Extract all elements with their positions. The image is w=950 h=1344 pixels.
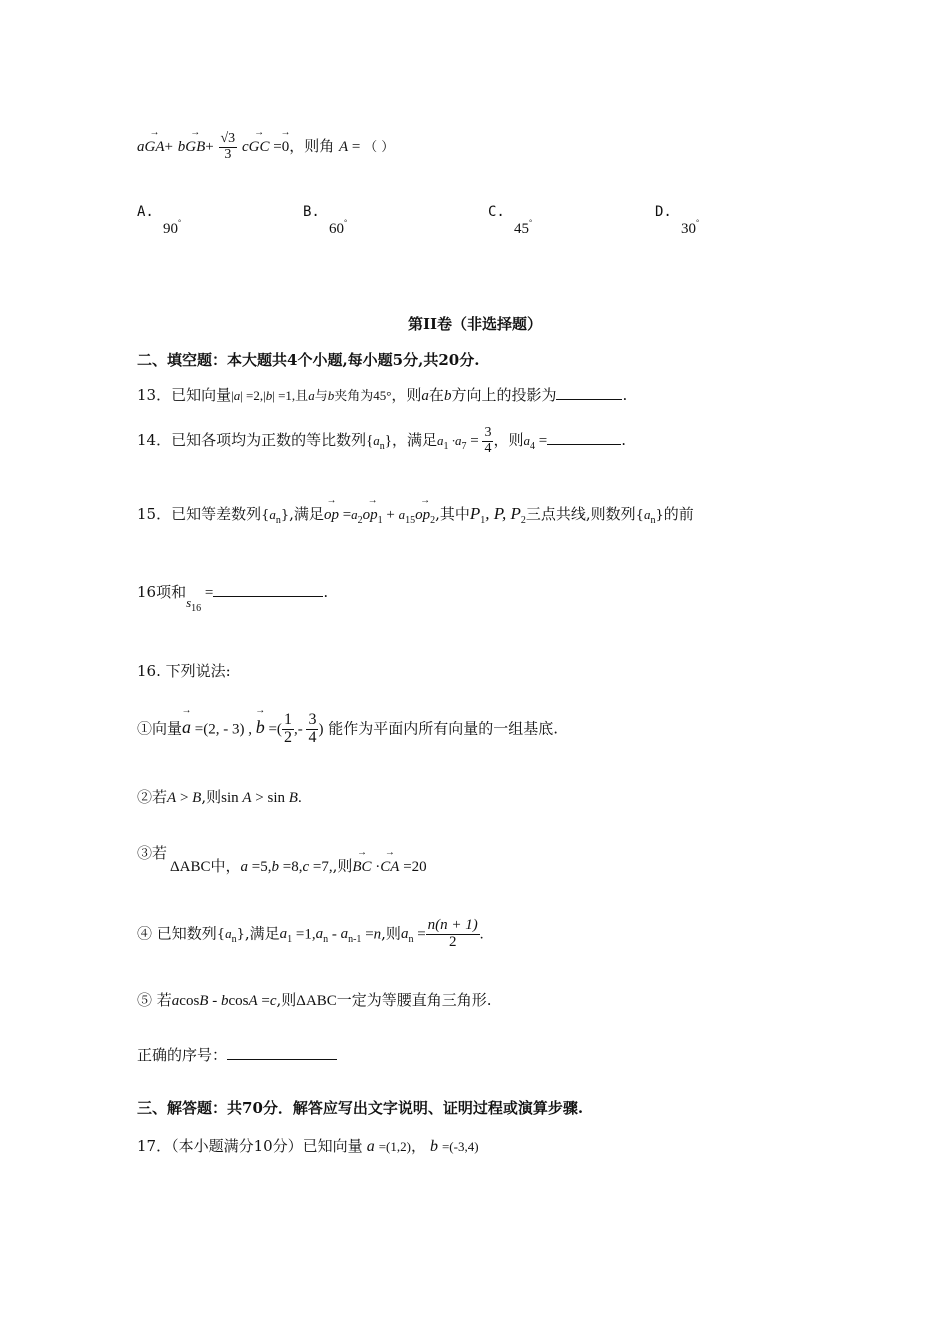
q13-answer-blank[interactable]: [556, 385, 622, 400]
option-d[interactable]: D.: [655, 204, 672, 220]
option-a-value: 90°: [163, 218, 182, 237]
question-15-line2: 16项和$s_{16}$ = .: [137, 583, 329, 614]
statement-2: ②若A > B,则sin A > sin B.: [137, 788, 302, 806]
q14-answer-blank[interactable]: [547, 430, 621, 445]
statement-1: ①向量→ a =(2, - 3) , → b =( $\frac{1}{2}$ ,- $\frac{3}{4}$ ) 能作为平面内所有向量的一组基底.: [137, 712, 558, 747]
option-c[interactable]: C.: [488, 204, 505, 220]
section2-title: 第II卷（非选择题）: [407, 315, 543, 333]
statement-3: ③若: [137, 844, 168, 862]
statement-3-body: ΔABC中，a =5,b =8,c =7,,则→ BC ·→ CA =20: [170, 855, 427, 876]
q16-answer-blank[interactable]: [227, 1045, 337, 1060]
sqrt3-over-3: $\frac{√3}{3}$: [220, 131, 236, 162]
question-13: 13．已知向量|a| =2,|b| =1,且a与b夹角为45°，则a在b方向上的投影为 .: [137, 386, 628, 404]
statement-5: ⑤ 若acosB - bcosA =c,则ΔABC一定为等腰直角三角形.: [137, 991, 492, 1009]
option-a[interactable]: A.: [137, 204, 154, 220]
statement-4: ④ 已知数列$\{a_n\}$,满足$a_1 =1,a_n - a_{n-1} =n$,则$a_n$ = $\frac{n(n + 1)}{2}$ .: [137, 917, 484, 950]
question-16-intro: 16. 下列说法:: [137, 662, 231, 680]
q12-formula-tail: ，则角: [289, 137, 335, 156]
option-d-value: 30°: [681, 218, 700, 237]
section3-header: 三、解答题：共70分．解答应写出文字说明、证明过程或演算步骤.: [137, 1099, 584, 1117]
question-14: 14．已知各项均为正数的等比数列$\{a_n\}$，满足$a_1 \cdot a_7$ = $\frac{3}{4}$ ，则$a_4$ = .: [137, 425, 626, 456]
option-b-value: 60°: [329, 218, 348, 237]
q12-paren: （ ）: [364, 140, 395, 156]
q15-answer-blank[interactable]: [213, 582, 323, 597]
option-b[interactable]: B.: [303, 204, 320, 220]
section2-header: 二、填空题：本大题共4个小题,每小题5分,共20分.: [137, 351, 480, 369]
option-c-value: 45°: [514, 218, 533, 237]
question-17: 17．（本小题满分10分）已知向量 a =(1,2)， b =(-3,4): [137, 1137, 479, 1155]
q12-formula: a→ GA+ b→ GB+ $\frac{√3}{3}$ c→ GC =→ 0，则角 A = （ ）: [137, 132, 394, 162]
question-15: 15．已知等差数列$\{a_n\}$,满足→ op $=a_2\to op_1 + a_{15}\to op_2$,其中$P_1$, P, $P_2$三点共线,则数列$\{a_n\}$的前: [137, 503, 694, 526]
q16-answer-line: 正确的序号：: [137, 1044, 337, 1065]
